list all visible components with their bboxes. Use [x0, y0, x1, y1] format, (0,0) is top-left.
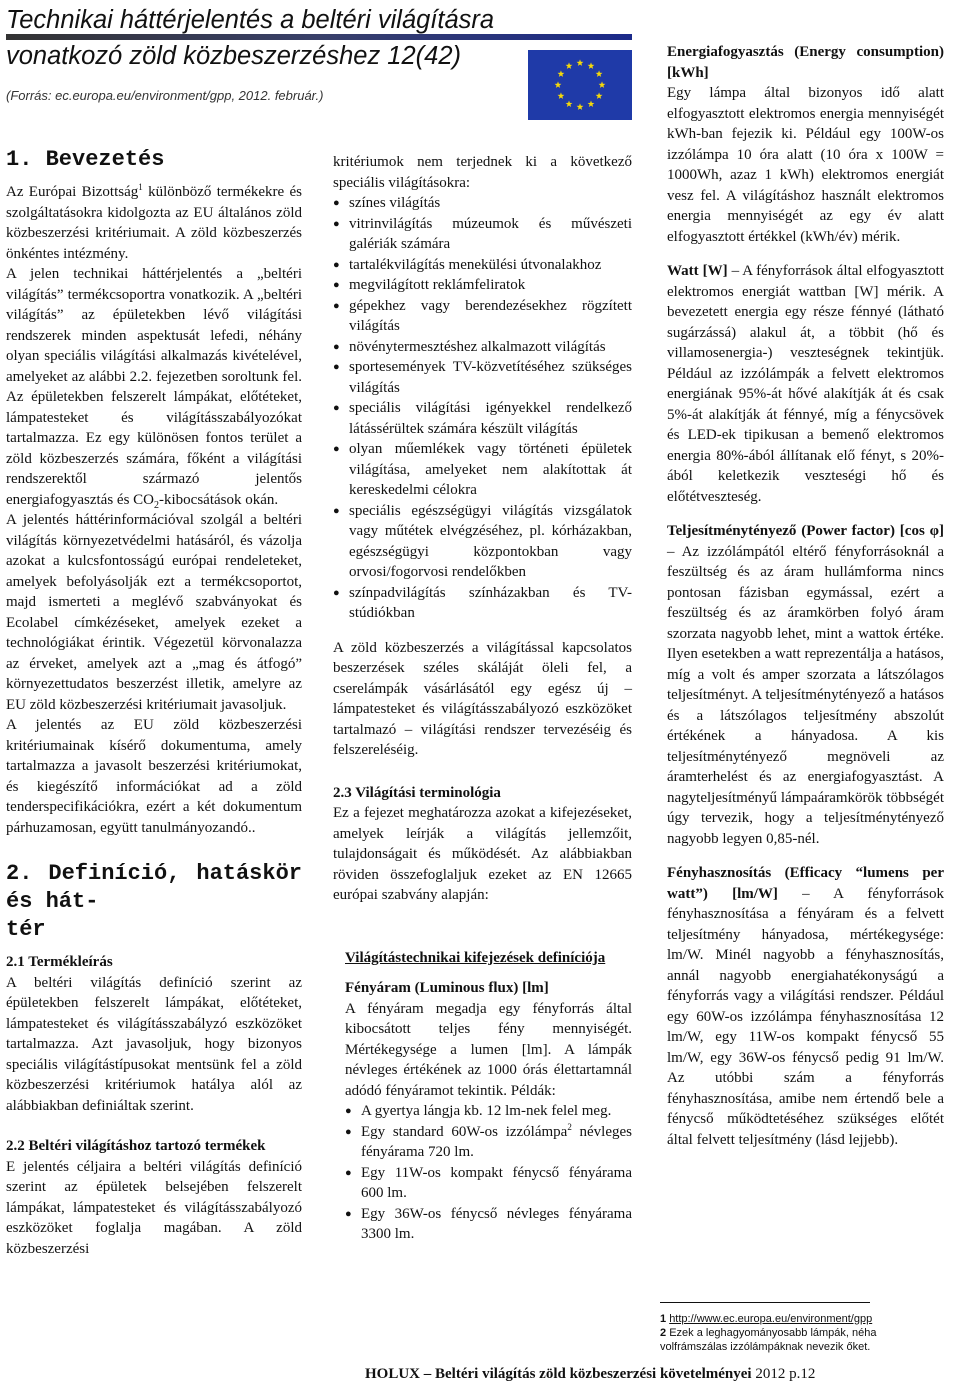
- box-title: Világítástechnikai kifejezések definíciója: [345, 949, 606, 966]
- exclusion-item: ● színpadvilágítás színházakban és TV-stúdiókban: [333, 583, 632, 624]
- term-efficacy-title: Fényhasznosítás (Efficacy “lumens per watt”) [lm/W]: [667, 865, 944, 902]
- footnote-2-text: Ezek a leghagyományosabb lámpák, néha volfrámszálas izzólámpáknak nevezik őket.: [660, 1327, 877, 1353]
- footnote-divider: [660, 1302, 870, 1303]
- scope-text-end: -kibocsátások okán.: [159, 491, 279, 508]
- paragraph-product-description: A beltéri világítás definíció szerint az épületekben felszerelt lámpákat, előtéteket, lámpatesteket és világításszabályzó eszközöket tartalmazza. Azt javasoljuk, hogy bizonyos speciális világítástípusokat mentsünk fel a zöld közbeszerzési kritériumok hatálya alól az alábbiakban definiáltak szerint.: [6, 974, 302, 1114]
- footer-brand: HOLUX: [365, 1366, 421, 1382]
- page-footer: [365, 1366, 815, 1383]
- exclusion-item: ● sportesemények TV-közvetítéséhez szükséges világítás: [333, 357, 632, 398]
- term-efficacy: [667, 863, 944, 1150]
- heading-definition: 2. Definíció, hatáskör és hát- tér: [6, 861, 302, 942]
- example-item: ● Egy 36W-os fénycső névleges fényárama 3300 lm.: [345, 1204, 632, 1245]
- term-watt-title: Watt [W]: [667, 263, 728, 279]
- title-line-2: vonatkozó zöld közbeszerzéshez 12(42): [6, 42, 462, 70]
- heading-introduction: 1. Bevezetés: [6, 147, 165, 172]
- footnotes: [660, 1312, 945, 1354]
- paragraph-terminology: Ez a fejezet meghatározza azokat a kifejezéseket, amelyek leírják a világítás jellemzőit, tulajdonságait és működését. Az alábbiakban röviden összefoglaljuk ezeket az EN 12665 európai szabvány alapján:: [333, 805, 632, 903]
- column-2: [333, 152, 632, 1245]
- exclusion-list: [333, 193, 632, 624]
- example-item: [345, 1122, 632, 1163]
- footnote-1-number: 1: [660, 1313, 667, 1325]
- title-line-1: Technikai háttérjelentés a beltéri világításra: [6, 6, 495, 34]
- intro-text-a: Az Európai Bizottság: [6, 184, 139, 200]
- exclusion-item: ● növénytermesztéshez alkalmazott világítás: [333, 337, 632, 358]
- paragraph-intro: [6, 182, 302, 264]
- exclusion-item: ● gépekhez vagy berendezésekhez rögzített világítás: [333, 296, 632, 337]
- heading-indoor-products: 2.2 Beltéri világításhoz tartozó termékek: [6, 1138, 266, 1154]
- exclusion-item: ● vitrinvilágítás múzeumok és művészeti galériák számára: [333, 214, 632, 255]
- co2-subscript: 2: [154, 499, 160, 511]
- footnote-ref-2: 2: [567, 1121, 572, 1132]
- example-text: Egy standard 60W-os izzólámpa: [361, 1123, 568, 1140]
- term-watt-text: – A fényforrások által elfogyasztott elektromos energiát wattban [W] mérik. A bevezetett energia egy része fénnyé (látható sugárzássá) alakul át, a többit (hő és villamosenergia-) veszteségnek tekintjük. Például az izzólámpák a felvett elektromos energiának 95%-át hővé alakítják át és csak 5%-át alakítják át fénnyé, míg a fénycsövek és LED-ek tipikusan a bemenő elektromos energia 80%-ából állítanak elő fényt, s 20%-ából keletkezik veszteségi hő és előtétveszteség.: [667, 263, 944, 505]
- exclusion-item: ● megvilágított reklámfeliratok: [333, 275, 632, 296]
- footnote-2: [660, 1326, 945, 1354]
- examples-list: [345, 1101, 632, 1245]
- exclusion-item: ● olyan műemlékek vagy történeti épületek világítása, amelyeket nem alakítottak át kereskedelmi célokra: [333, 439, 632, 501]
- footer-page-number: 2012 p.12: [751, 1366, 816, 1382]
- paragraph-indoor-products: E jelentés céljaira a beltéri világítás definíció szerint az épületek belsejében felszerelt lámpákat, lámpatesteket és világításszabályozó eszközöket foglalja magában. A zöld közbeszerzési: [6, 1158, 302, 1257]
- footnote-1-link[interactable]: http://www.ec.europa.eu/environment/gpp: [669, 1313, 873, 1325]
- term-energy-title: Energiafogyasztás (Energy consumption) [kWh]: [667, 44, 944, 81]
- example-item: ● A gyertya lángja kb. 12 lm-nek felel meg.: [345, 1101, 632, 1122]
- exclusion-item: ● speciális világítási igényekkel rendelkező látássérültek számára készült világítás: [333, 398, 632, 439]
- term-energy-text: Egy lámpa által bizonyos idő alatt elfogyasztott elektromos energia mennyiségét kWh-ban fejezik ki. Például egy 100W-os izzólámpa 10 óra alatt (10 óra x 100W = 1000Wh, azaz 1 kWh) elektromos energiát vesz fel. A világításhoz használt elektromos energia mennyiségét az egy év alatt elfogyasztott értékkel (kWh/év) mérik.: [667, 85, 944, 245]
- source-line: (Forrás: ec.europa.eu/environment/gpp, 2012. február.): [6, 88, 324, 103]
- term-watt: [667, 261, 944, 507]
- heading-product-description: 2.1 Termékleírás: [6, 954, 113, 970]
- column-3: [667, 42, 944, 1150]
- exclusion-item: ● színes világítás: [333, 193, 632, 214]
- paragraph-gpp-scope: A zöld közbeszerzés a világítással kapcsolatos beszerzések széles skáláját öleli fel, a cserelámpák vásárlásától egy egész új – lámpatesteket és világításszabályozó eszközöket tartalmazó – világítási rendszer tervezéséig és felszereléséig.: [333, 639, 632, 758]
- exclusion-item: ● speciális egészségügyi világítás vizsgálatok vagy műtétek elvégzéséhez, pl. kórházakban, egészségügyi központokban vagy orvosi/fogorvosi rendelőkben: [333, 501, 632, 583]
- footnote-ref-1: 1: [138, 182, 143, 192]
- example-item: ● Egy 11W-os kompakt fénycső fényárama 600 lm.: [345, 1163, 632, 1204]
- term-luminous-flux-title: Fényáram (Luminous flux) [lm]: [345, 980, 549, 996]
- footer-title: – Beltéri világítás zöld közbeszerzési követelményei: [420, 1366, 752, 1382]
- paragraph-companion: A jelentés az EU zöld közbeszerzési kritériumainak kísérő dokumentuma, amely tartalmazza a javasolt beszerzési kritériumokat, és kiegészítő információkat ad a zöld tenderspecifikációkra, ezért a két dokumentum párhuzamosan, együtt tanulmányozandó..: [6, 717, 302, 836]
- example-text-end: névleges fényárama 720 lm.: [361, 1123, 632, 1160]
- footnote-2-number: 2: [660, 1327, 667, 1339]
- intro-text-b: különböző termékekre és szolgáltatásokra kidolgozta az EU általános zöld közbeszerzési kritériumait. A zöld közbeszerzés önkéntes intézmény.: [6, 184, 302, 262]
- scope-text: A jelen technikai háttérjelentés a „beltéri világítás” termékcsoportra vonatkozik. A „beltéri világítás” az épületekben lévő világítási rendszerek minden aspektusát lefedi, néhány olyan speciális világítási alkalmazás kivételével, amelyeket az alábbi 2.2. fejezetben soroltunk fel. Az épületekben felszerelt lámpákat, előtéteket, lámpatesteket és világításszabályozókat tartalmazza. Ez egy különösen fontos terület a zöld közbeszerzés számára, főként a világítási rendszerektől származó jelentős energiafogyasztás és CO: [6, 266, 302, 508]
- exclusion-item: ● tartalékvilágítás menekülési útvonalakhoz: [333, 255, 632, 276]
- header-divider: [6, 34, 632, 40]
- heading-terminology: 2.3 Világítási terminológia: [333, 784, 501, 801]
- term-luminous-flux-text: A fényáram megadja egy fényforrás által kibocsátott teljes fény mennyiségét. Mértékegysége a lumen [lm]. A lámpák névleges értékének az 1000 órás élettartamnál adódó fényáramot tekintik. Példák:: [345, 1000, 632, 1099]
- paragraph-exclusions-intro: kritériumok nem terjednek ki a következő speciális világításokra:: [333, 154, 632, 191]
- paragraph-background: A jelentés háttérinformációval szolgál a beltéri világítás környezetvédelmi hatásáról, és vázolja azokat a kulcsfontosságú európai rendeleteket, amelyek befolyásolják ezt a termékcsoportot, majd ismerteti a meglévő szabványokat és Ecolabel címkézéseket, amelyek ezeket a technológiákat érintik. Végezetül körvonalazza az érveket, amelyek azt a „mag és átfogó” környezettudatos beszerzést illetik, amelyre az EU zöld közbeszerzési kritériumait javasoljuk.: [6, 512, 302, 713]
- term-power-factor-title: Teljesítménytényező (Power factor) [cos φ]: [667, 523, 944, 539]
- footnote-1: [660, 1312, 945, 1326]
- term-efficacy-text: – A fényforrások fényhasznosítása a fényáram és a felvett teljesítmény hányadosa, mértékegysége: lm/W. Minél nagyobb a fényhasznosítás, annál nagyobb energiahatékonyságú a fényforrás vagy a világítási rendszer. Például egy 60W-os izzólámpa fényhasznosítása 12 lm/W, egy 11W-os kompakt fénycső 55 lm/W, egy 36W-os fénycső pedig 91 lm/W. Az utóbbi szám a fényforrás fényhasznosítása, amibe nem értendő bele a fénycső működtetéséhez szükséges előtét által felvett teljesítmény (lásd lejjebb).: [667, 885, 945, 1148]
- term-power-factor: [667, 521, 944, 849]
- term-power-factor-text: – Az izzólámpától eltérő fényforrásoknál a feszültség és az áram hullámforma nincs pontosan fázisban egymással, ezért a feszültség és az áramkörben folyó áram szorzata nagyobb lehet, mint a wattok értéke. Ilyen esetekben a watt reprezentálja a hatásos, míg a volt és amper szorzata a látszólagos teljesítményt. A teljesítménytényező a hatásos és a látszólagos teljesítmény abszolút értékének a hányadosa. A kis teljesítménytényező megnöveli az áramterhelést és az energiafogyasztást. A nagyteljesítményű lámpaáramkörök többségét úgy tervezik, hogy a teljesítménytényező nagyobb legyen 0,85-nél.: [667, 543, 944, 847]
- column-1: [6, 120, 302, 1259]
- paragraph-scope: [6, 264, 302, 510]
- terminology-box: [333, 948, 632, 1245]
- eu-flag-icon: [528, 50, 632, 120]
